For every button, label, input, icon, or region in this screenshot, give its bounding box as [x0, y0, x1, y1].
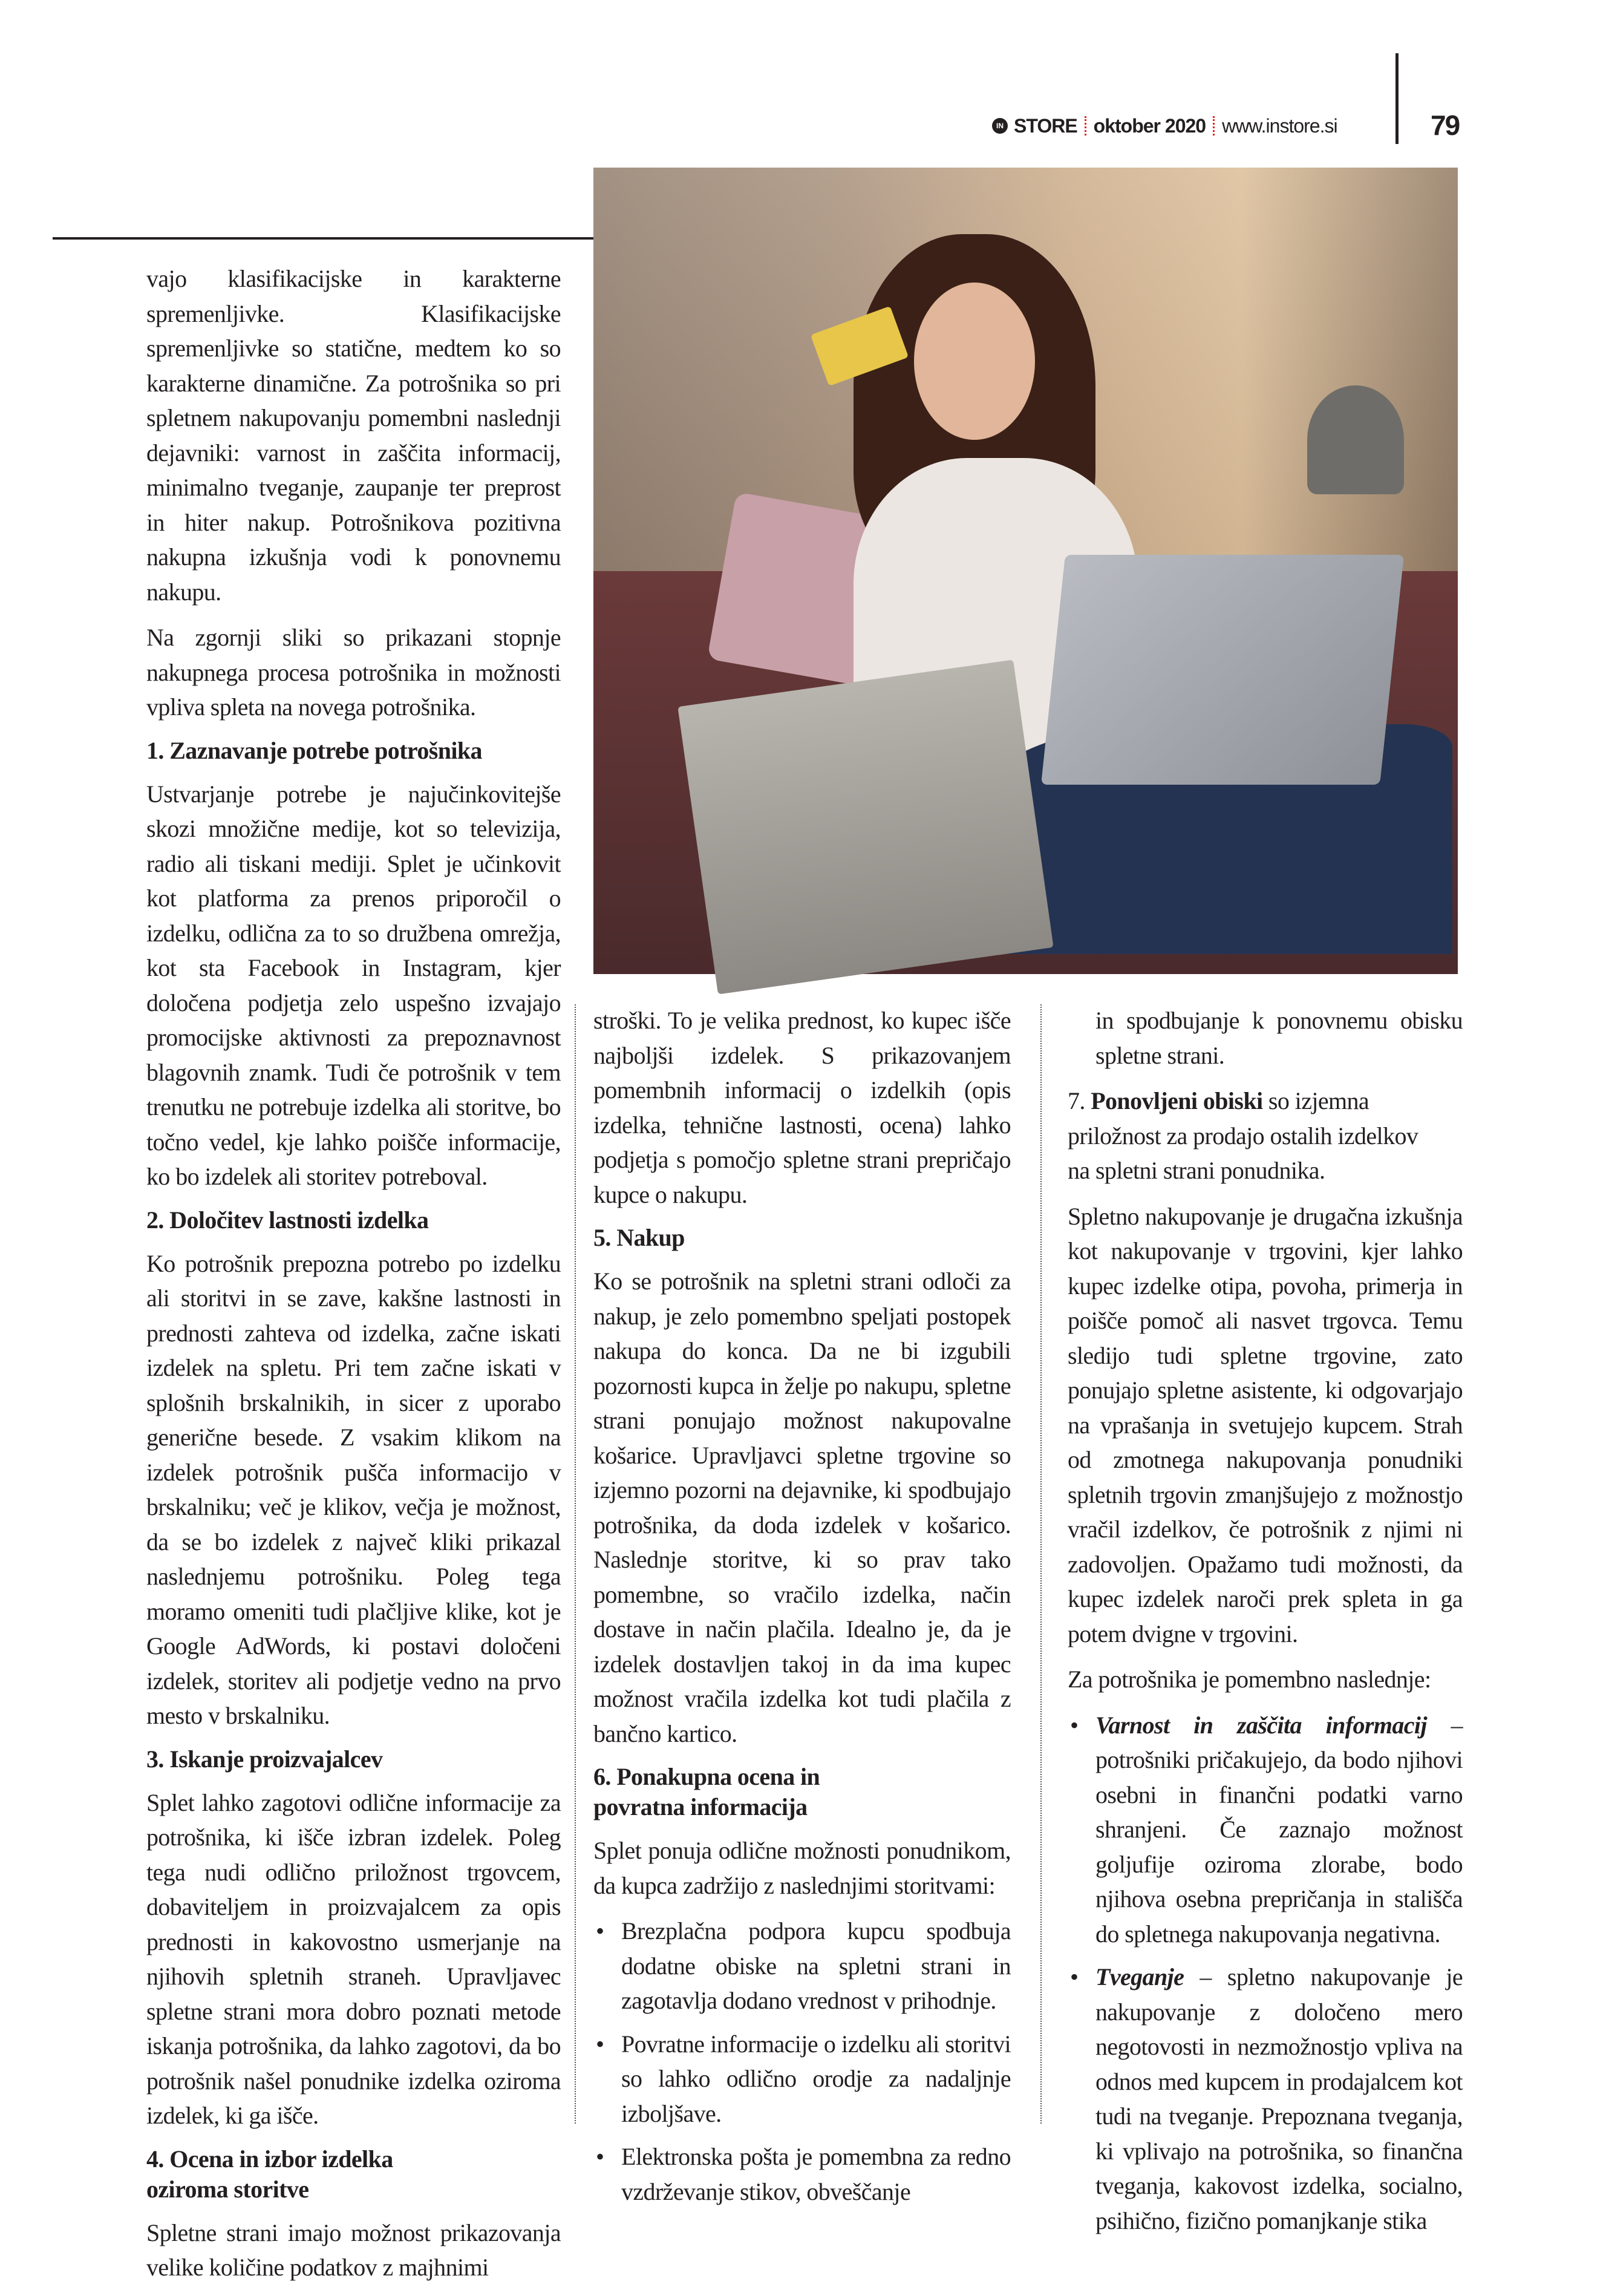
- page-number: 79: [1431, 110, 1460, 141]
- list-item: [593, 1914, 1011, 2018]
- paragraph: Ko potrošnik prepozna potrebo po izdelku ali storitvi in se zave, kakšne lastnosti in prednosti zahteva od izdelka, začne iskati izdelek na spletu. Pri tem začne iskati v splošnih brskalnikih, in sicer z uporabo generične besede. Z vsakim klikom na izdelek potrošnik pušča informacijo v brskalniku; več je klikov, večja je možnost, da se bo izdelek z največ kliki prikazal naslednjemu potrošniku. Poleg tega moramo omeniti tudi plačljive klike, kot je Google AdWords, ki postavi določeni izdelek, storitev ali podjetje vedno na prvo mesto v brskalniku.: [146, 1249, 561, 1729]
- column-divider: [575, 1004, 576, 2124]
- bullet-icon: •: [596, 1917, 604, 1944]
- paragraph: Za potrošnika je pomembno naslednje:: [1068, 1666, 1431, 1693]
- list-item: [1068, 1708, 1463, 1952]
- bullet-icon: •: [596, 2143, 604, 2170]
- column-divider: [1040, 1004, 1042, 2124]
- column-1: [146, 261, 561, 2296]
- list-item-text: Povratne informacije o izdelku ali storitvi so lahko odlično orodje za nadaljnje izboljšave.: [621, 2030, 1011, 2127]
- paragraph: [1068, 1084, 1463, 1188]
- bullet-icon: •: [1070, 1711, 1079, 1739]
- paragraph: Splet ponuja odlične možnosti ponudnikom, da kupca zadržijo z naslednjimi storitvami:: [593, 1837, 1011, 1899]
- paragraph-text: so izjemna priložnost za prodajo ostalih izdelkov na spletni strani ponudnika.: [1068, 1087, 1418, 1184]
- header-separator: [1085, 116, 1086, 136]
- bullet-icon: •: [1070, 1963, 1079, 1990]
- top-rule: [53, 237, 593, 240]
- section-heading: 2. Določitev lastnosti izdelka: [146, 1206, 429, 1234]
- instore-logo-icon: IN: [992, 118, 1008, 134]
- paragraph: Ustvarjanje potrebe je najučinkovitejše skozi množične medije, kot so televizija, radio ali tiskani mediji. Splet je učinkovit kot platforma za prenos priporočil o izdelku, odlična za to so družbena omrežja, kot sta Facebook in Instagram, kjer določena podjetja zelo uspešno izvajajo promocijske aktivnosti za prepoznavnost blagovnih znamk. Tudi če potrošnik v tem trenutku ne potrebuje izdelka ali storitve, bo točno vedel, kje lahko poišče informacije, ko bo izdelek ali storitev potreboval.: [146, 780, 561, 1190]
- paragraph: Splet lahko zagotovi odlične informacije za potrošnika, ki išče izbran izdelek. Poleg tega nudi odlično priložnost trgovcem, dobaviteljem in proizvajalcem za opis prednosti in kakovostno usmerjanje na njihovih spletnih straneh. Upravljavec spletne strani mora dobro poznati metode iskanja potrošnika, da lahko zagotovi, da bo potrošnik našel ponudnike izdelka oziroma izdelek, ki ga išče.: [146, 1788, 561, 2129]
- list-item-text: – spletno nakupovanje je nakupovanje z določeno mero negotovosti in nezmožnostjo vpliva na odnos med kupcem in prodajalcem kot tudi na tveganje. Prepoznana tveganja, ki vplivajo na potrošnika, so finančna tveganja, kakovost izdelka, socialno, psihično, fizično pomanjkanje stika: [1095, 1963, 1463, 2234]
- issue-date: oktober 2020: [1093, 114, 1206, 137]
- photo-shopping-bag: [677, 659, 1053, 994]
- section-heading: 5. Nakup: [593, 1224, 685, 1251]
- bullet-icon: •: [596, 2030, 604, 2058]
- paragraph: Spletne strani imajo možnost prikazovanja velike količine podatkov z majhnimi: [146, 2219, 561, 2281]
- paragraph: Na zgornji sliki so prikazani stopnje nakupnega procesa potrošnika in možnosti vpliva spleta na novega potrošnika.: [146, 624, 561, 721]
- list-item-text: Elektronska pošta je pomembna za redno vzdrževanje stikov, obveščanje: [621, 2143, 1011, 2205]
- paragraph: vajo klasifikacijske in karakterne spremenljivke. Klasifikacijske spremenljivke so statične, medtem ko so karakterne dinamične. Za potrošnika so pri spletnem nakupovanju pomembni naslednji dejavniki: varnost in zaščita informacij, minimalno tveganje, zaupanje ter preprost in hiter nakup. Potrošnikova pozitivna nakupna izkušnja vodi k ponovnemu nakupu.: [146, 265, 561, 606]
- paragraph: Ko se potrošnik na spletni strani odloči za nakup, je zelo pomembno speljati postopek nakupa do konca. Da ne bi izgubili pozornosti kupca in želje po nakupu, spletne strani ponujajo možnost nakupovalne košarice. Upravljavci spletne trgovine so izjemno pozorni na dejavnike, ki spodbujajo potrošnika, da doda izdelek v košarico. Naslednje storitve, ki so prav tako pomembne, so vračilo izdelka, način dostave in način plačila. Idealno je, da je izdelek dostavljen takoj in da ima kupec možnost vračila izdelka kot tudi plačila z bančno kartico.: [593, 1267, 1011, 1747]
- list-item-text: – potrošniki pričakujejo, da bodo njihovi osebni in finančni podatki varno shranjeni. Če zaznajo možnost goljufije oziroma zlorabe, bodo njihova osebna prepričanja in stališča do spletnega nakupovanja negativna.: [1095, 1711, 1463, 1948]
- running-header: [992, 108, 1337, 144]
- paragraph: in spodbujanje k ponovnemu obisku spletne strani.: [1095, 1007, 1463, 1069]
- section-heading: 1. Zaznavanje potrebe potrošnika: [146, 736, 482, 764]
- paragraph: stroški. To je velika prednost, ko kupec išče najboljši izdelek. S prikazovanjem pomembnih informacij o izdelkih (opis izdelka, tehnične lastnosti, ocena) lahko podjetja s pomočjo spletne strani prepričajo kupce o nakupu.: [593, 1007, 1011, 1208]
- section-heading: 3. Iskanje proizvajalcev: [146, 1745, 383, 1773]
- list-item-text: Brezplačna podpora kupcu spodbuja dodatne obiske na spletni strani in zagotavlja dodano vrednost v prihodnje.: [621, 1917, 1011, 2014]
- photo-woman-face: [914, 283, 1035, 440]
- item-number: 7.: [1068, 1087, 1091, 1114]
- magazine-brand: STORE: [1014, 114, 1077, 137]
- photo-lamp: [1307, 385, 1404, 494]
- article-photo: [593, 168, 1458, 974]
- bold-italic-term: Tveganje: [1095, 1963, 1184, 1990]
- column-3: [1068, 1003, 1463, 2249]
- bold-term: Ponovljeni obiski: [1091, 1087, 1263, 1114]
- section-heading: 6. Ponakupna ocena in povratna informacija: [593, 1763, 820, 1820]
- list-item: [1068, 1960, 1463, 2238]
- column-2: [593, 1003, 1011, 2220]
- website-url[interactable]: www.instore.si: [1222, 114, 1337, 137]
- bullet-list: [593, 1914, 1011, 2209]
- header-divider: [1395, 53, 1399, 144]
- bullet-list: [1068, 1708, 1463, 2239]
- section-heading: 4. Ocena in izbor izdelka oziroma storitve: [146, 2145, 393, 2203]
- list-item: [593, 2139, 1011, 2209]
- list-item: [593, 2027, 1011, 2131]
- photo-laptop: [1041, 555, 1404, 785]
- bold-italic-term: Varnost in zaščita informacij: [1095, 1711, 1427, 1739]
- paragraph: Spletno nakupovanje je drugačna izkušnja kot nakupovanje v trgovini, kjer lahko kupec izdelke otipa, povoha, primerja in poišče pomoč ali nasvet trgovca. Temu sledijo tudi spletne trgovine, zato ponujajo spletne asistente, ki odgovarjajo na vprašanja in svetujejo kupcem. Strah od zmotnega nakupovanja ponudniki spletnih trgovin zmanjšujejo z možnostjo vračil izdelkov, če potrošnik z njimi ni zadovoljen. Opažamo tudi možnosti, da kupec izdelek naroči prek spleta in ga potem dvigne v trgovini.: [1068, 1202, 1463, 1647]
- header-separator: [1213, 116, 1215, 136]
